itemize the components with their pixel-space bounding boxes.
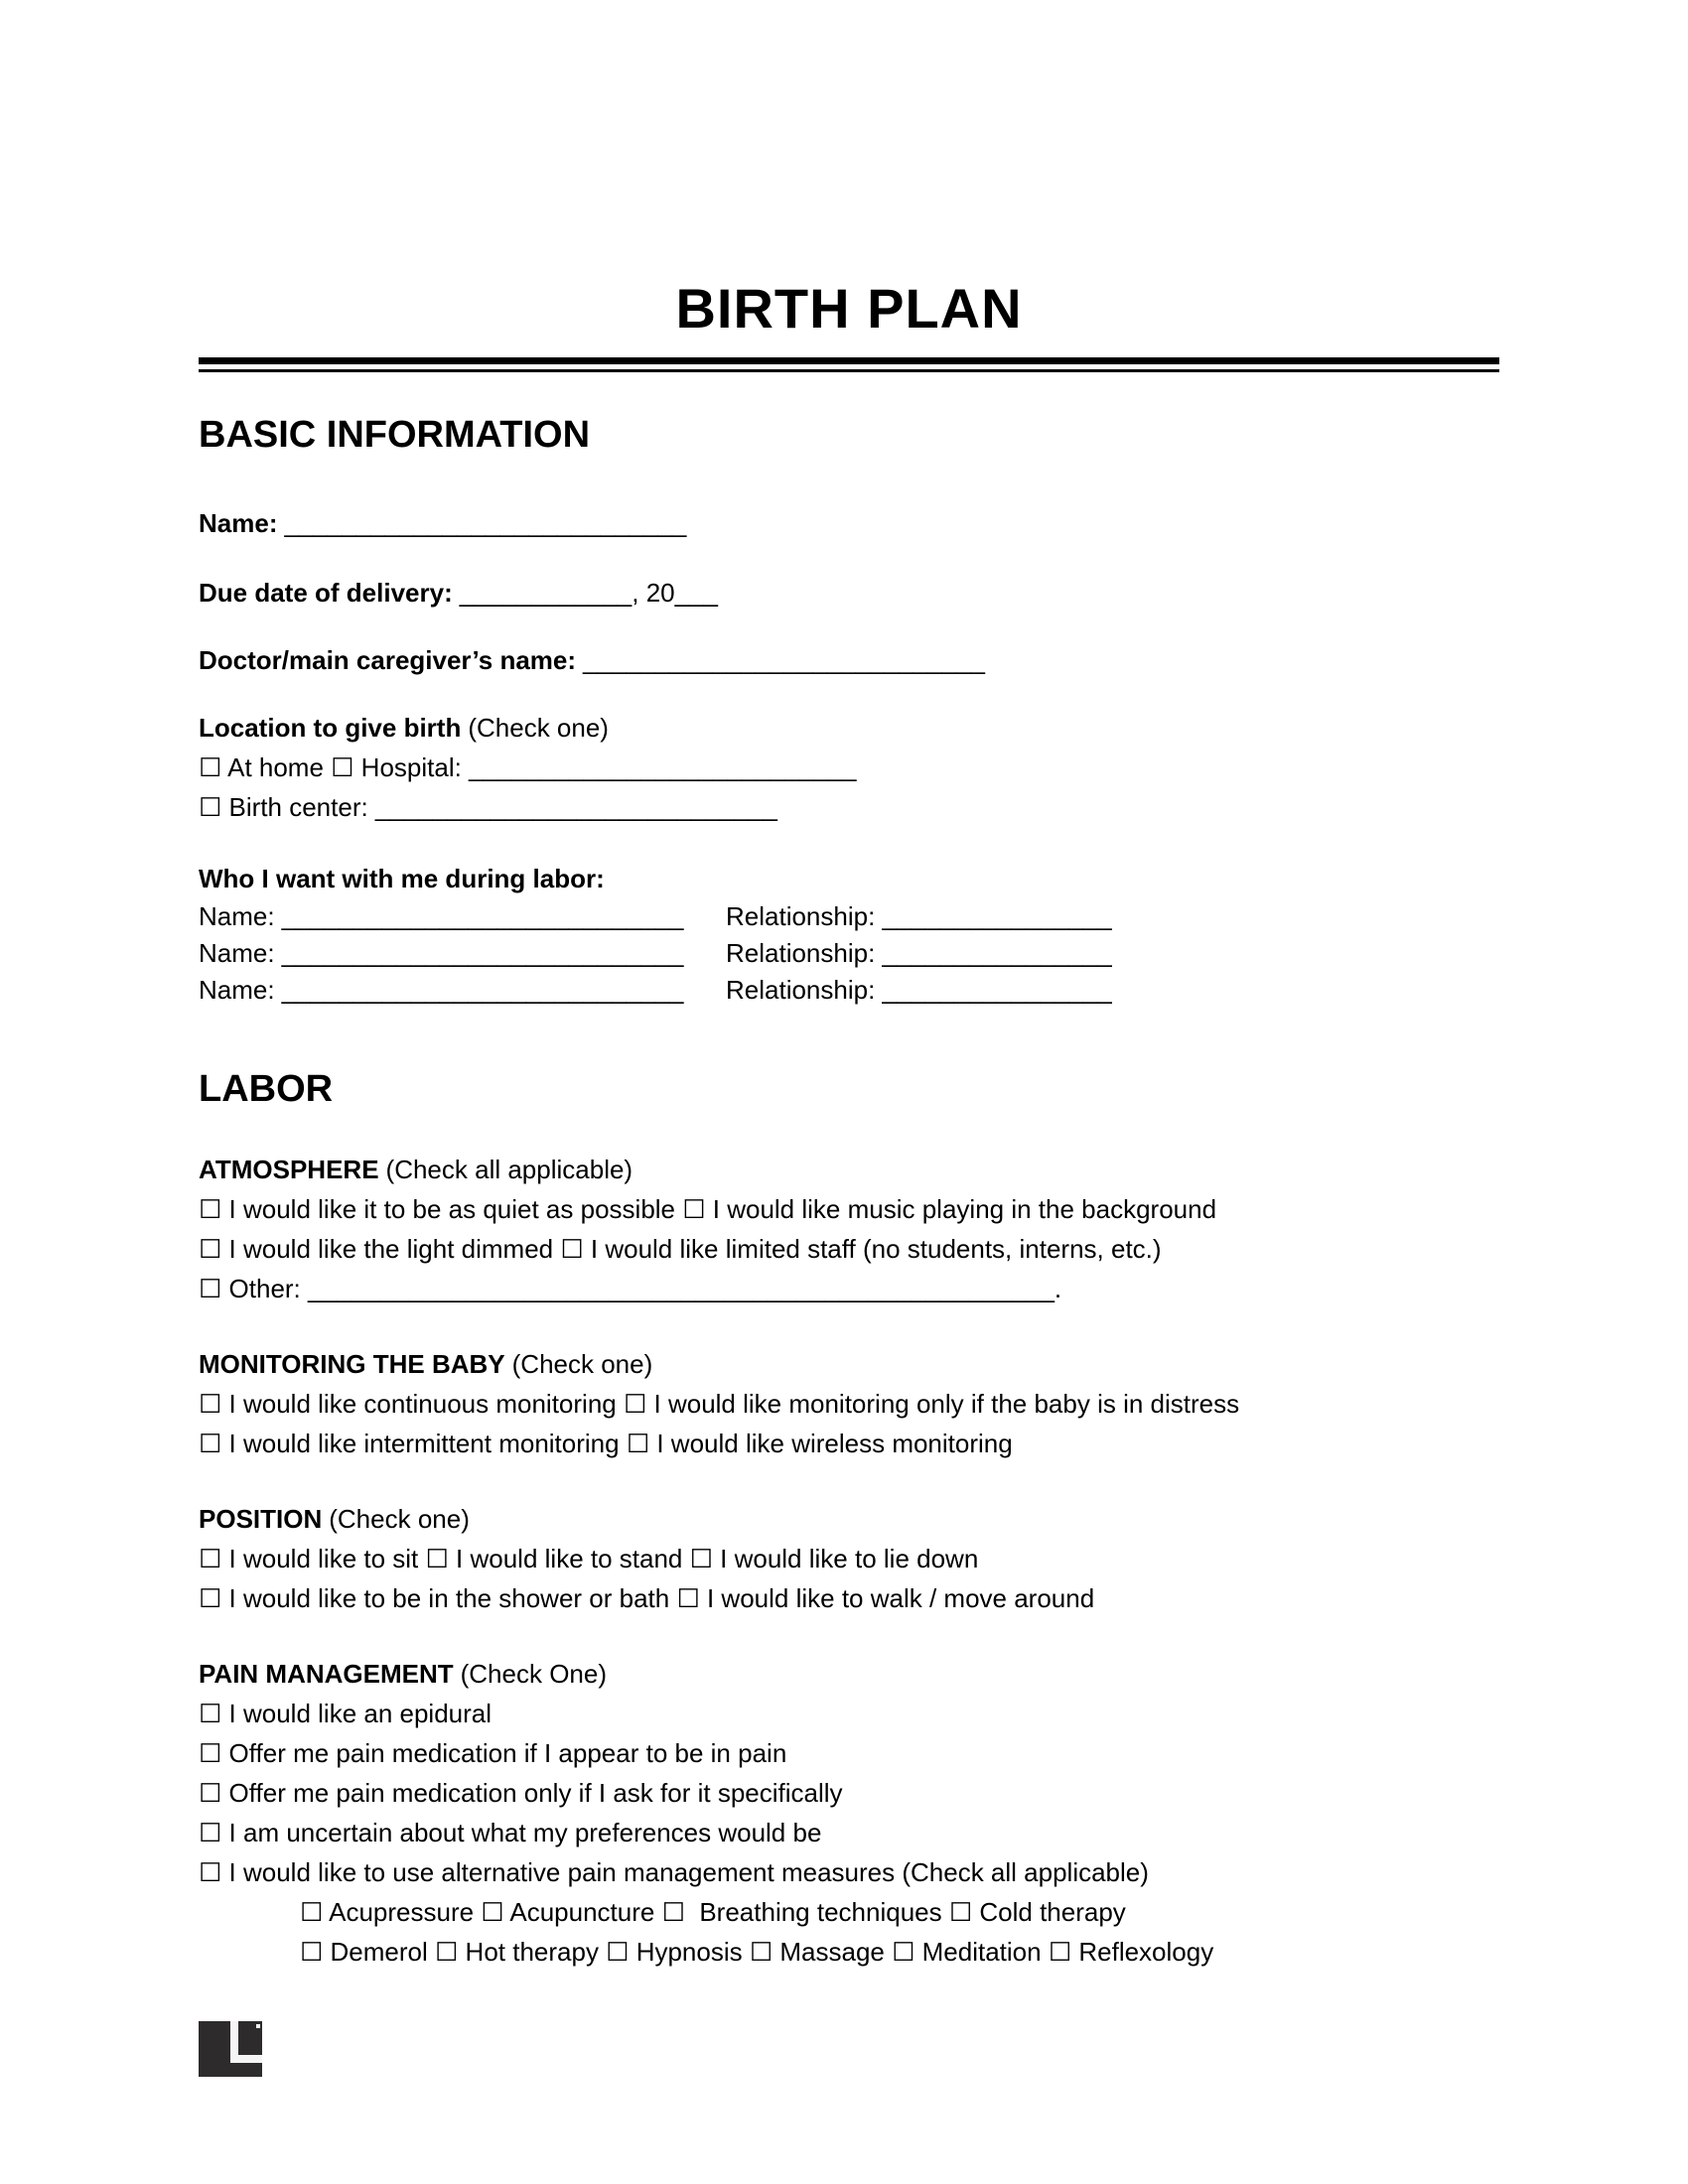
companion-relationship-label: Relationship:	[726, 938, 876, 968]
companion-name-label: Name:	[199, 975, 275, 1005]
monitoring-subsection	[199, 1344, 1499, 1463]
due-date-label: Due date of delivery:	[199, 578, 453, 608]
doctor-blank-line: ____________________________	[583, 645, 985, 675]
position-hint: (Check one)	[329, 1504, 470, 1534]
monitoring-title: MONITORING THE BABY	[199, 1349, 505, 1379]
atmosphere-title: ATMOSPHERE	[199, 1155, 379, 1184]
logo-corner-dot	[256, 2024, 260, 2028]
companion-name-label: Name:	[199, 938, 275, 968]
birth-location-label: Location to give birth	[199, 713, 462, 743]
companion-relationship-blank-line: ________________	[882, 975, 1112, 1005]
alternative-pain-option-line: ☐ Demerol ☐ Hot therapy ☐ Hypnosis ☐ Massage ☐ Meditation ☐ Reflexology	[300, 1937, 1214, 1967]
companion-row	[199, 972, 1499, 1009]
monitoring-hint: (Check one)	[511, 1349, 653, 1379]
companion-name-part	[199, 938, 683, 968]
monitoring-heading	[199, 1344, 1499, 1384]
pain-management-heading	[199, 1654, 1499, 1694]
companion-relationship-part	[726, 935, 1112, 972]
name-field	[199, 503, 1499, 543]
companion-row	[199, 898, 1499, 935]
position-option-line: ☐ I would like to be in the shower or bath ☐ I would like to walk / move around	[199, 1583, 1095, 1613]
position-subsection	[199, 1499, 1499, 1618]
section-heading-basic-information: BASIC INFORMATION	[199, 414, 591, 456]
birth-location-hint: (Check one)	[468, 713, 609, 743]
page-title: BIRTH PLAN	[675, 277, 1023, 340]
labor-companions-heading: Who I want with me during labor:	[199, 864, 605, 893]
atmosphere-option-line: ☐ Other: ____________________________________________________.	[199, 1274, 1062, 1303]
birth-location-option-line: ☐ Birth center: ____________________________	[199, 792, 777, 822]
companion-name-label: Name:	[199, 901, 275, 931]
pain-option-line: ☐ I would like an epidural	[199, 1699, 492, 1728]
labor-companions-group	[199, 859, 1499, 1009]
alternative-pain-option-line: ☐ Acupressure ☐ Acupuncture ☐ Breathing techniques ☐ Cold therapy	[300, 1897, 1126, 1927]
companion-relationship-part	[726, 972, 1112, 1009]
monitoring-option-line: ☐ I would like intermittent monitoring ☐ I would like wireless monitoring	[199, 1429, 1013, 1458]
pain-management-title: PAIN MANAGEMENT	[199, 1659, 454, 1689]
title-divider	[199, 357, 1499, 372]
position-heading	[199, 1499, 1499, 1539]
letter-l-square-logo-icon	[199, 2021, 262, 2077]
atmosphere-subsection	[199, 1150, 1499, 1308]
companion-relationship-blank-line: ________________	[882, 901, 1112, 931]
atmosphere-option-line: ☐ I would like the light dimmed ☐ I would like limited staff (no students, interns, etc.)	[199, 1234, 1162, 1264]
companion-relationship-label: Relationship:	[726, 901, 876, 931]
companion-relationship-blank-line: ________________	[882, 938, 1112, 968]
doctor-label: Doctor/main caregiver’s name:	[199, 645, 577, 675]
atmosphere-hint: (Check all applicable)	[385, 1155, 633, 1184]
companion-name-blank-line: ____________________________	[281, 901, 684, 931]
doctor-field	[199, 640, 1499, 680]
companion-relationship-label: Relationship:	[726, 975, 876, 1005]
atmosphere-option-line: ☐ I would like it to be as quiet as possible ☐ I would like music playing in the background	[199, 1194, 1217, 1224]
pain-management-subsection	[199, 1654, 1499, 1972]
pain-management-hint: (Check One)	[460, 1659, 608, 1689]
section-heading-labor: LABOR	[199, 1068, 334, 1110]
divider-thick-line	[199, 357, 1499, 364]
monitoring-option-line: ☐ I would like continuous monitoring ☐ I would like monitoring only if the baby is in distress	[199, 1389, 1240, 1419]
pain-option-line: ☐ I am uncertain about what my preferences would be	[199, 1818, 822, 1847]
pain-option-line: ☐ Offer me pain medication only if I ask for it specifically	[199, 1778, 843, 1808]
divider-thin-line	[199, 369, 1499, 372]
position-option-line: ☐ I would like to sit ☐ I would like to stand ☐ I would like to lie down	[199, 1544, 979, 1573]
companion-name-blank-line: ____________________________	[281, 975, 684, 1005]
companion-relationship-part	[726, 898, 1112, 935]
atmosphere-heading	[199, 1150, 1499, 1189]
companion-name-blank-line: ____________________________	[281, 938, 684, 968]
companion-row	[199, 935, 1499, 972]
name-blank-line: ____________________________	[284, 508, 687, 538]
pain-option-line: ☐ Offer me pain medication if I appear to be in pain	[199, 1738, 787, 1768]
name-label: Name:	[199, 508, 278, 538]
due-date-blank-line: ____________, 20___	[459, 578, 719, 608]
birth-location-option-line: ☐ At home ☐ Hospital: ___________________________	[199, 752, 857, 782]
due-date-field	[199, 573, 1499, 613]
birth-location-group	[199, 708, 1499, 827]
companion-name-part	[199, 901, 683, 931]
pain-option-line: ☐ I would like to use alternative pain management measures (Check all applicable)	[199, 1857, 1149, 1887]
companion-name-part	[199, 975, 683, 1005]
birth-location-heading	[199, 708, 1499, 748]
position-title: POSITION	[199, 1504, 323, 1534]
